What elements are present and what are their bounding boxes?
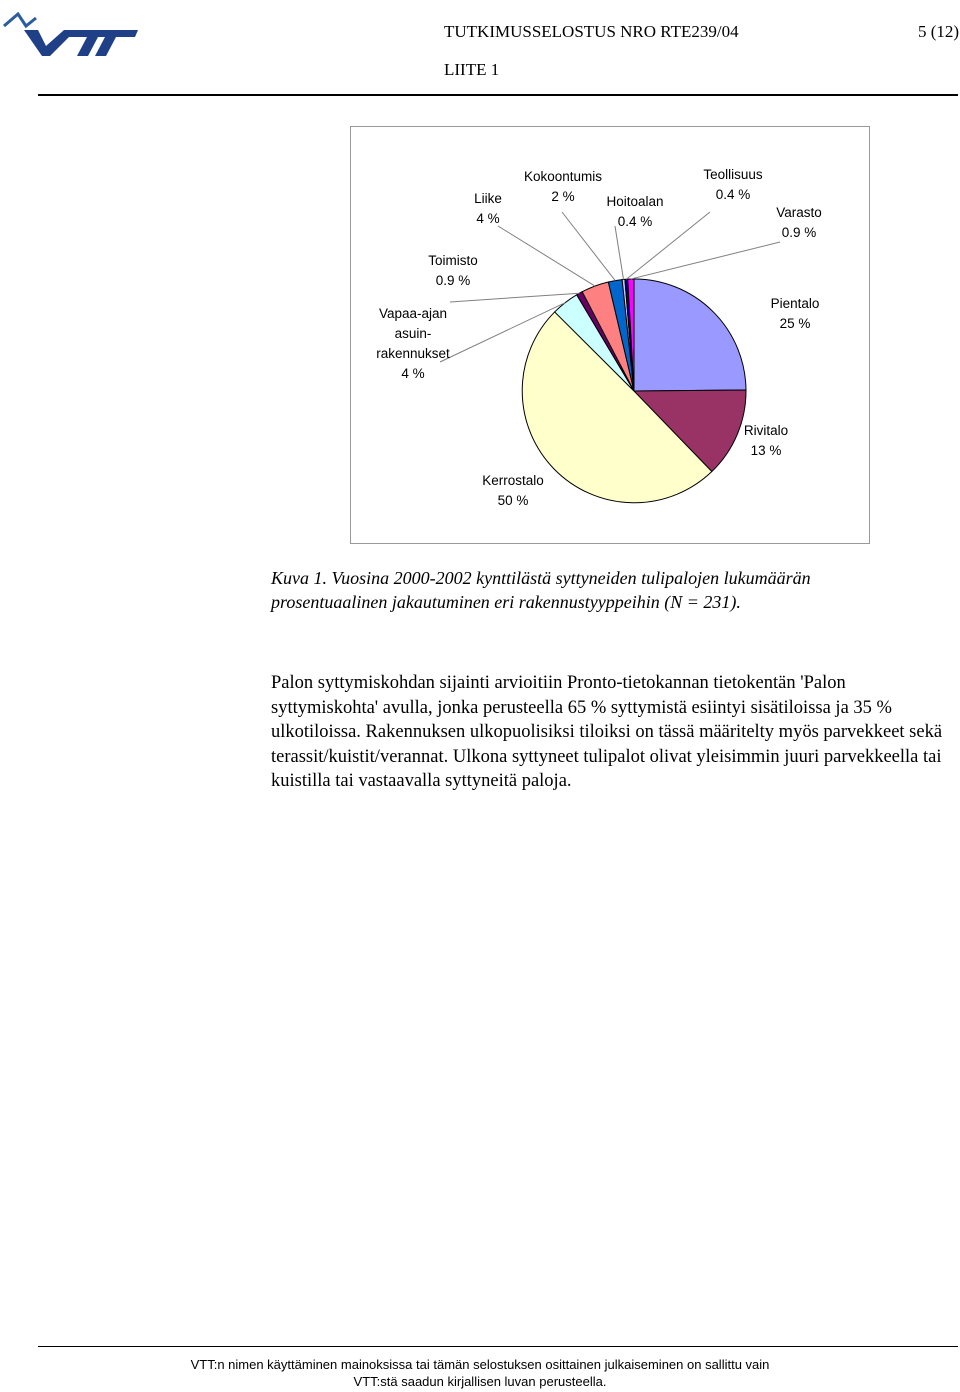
footer-line-1: VTT:n nimen käyttäminen mainoksissa tai tämän selostuksen osittainen julkaiseminen on sallittu vain	[190, 1357, 770, 1372]
slice-label: Toimisto 0.9 %	[428, 253, 478, 288]
header-divider	[38, 94, 958, 96]
leader-line	[631, 242, 780, 279]
leader-line	[615, 226, 624, 279]
slice-label: Kerrostalo 50 %	[482, 473, 544, 508]
slice-label: Teollisuus 0.4 %	[703, 167, 763, 202]
slice-label: Rivitalo 13 %	[743, 423, 789, 458]
footer-divider	[38, 1346, 958, 1347]
figure-caption: Kuva 1. Vuosina 2000-2002 kynttilästä syttyneiden tulipalojen lukumäärän prosentuaalinen jakautuminen eri rakennustyyppeihin (N = 231).	[271, 568, 811, 612]
slice-label: Pientalo 25 %	[770, 296, 820, 331]
leader-line	[450, 293, 579, 302]
appendix-label: LIITE 1	[444, 60, 500, 79]
body-paragraph: Palon syttymiskohdan sijainti arvioitiin Pronto-tietokannan tietokentän 'Palon syttymiskohta' avulla, jonka perusteella 65 % syttymistä esiintyi sisätiloissa ja 35 % ulkotiloissa. Rakennuksen ulkopuolisiksi tiloiksi on tässä määritelty myös parvekkeet sekä terassit/kuistit/verannat. Ulkona syttyneet tulipalot olivat yleisimmin juuri parvekkeella tai kuistilla tai vastaavalla syttyneitä paloja.	[271, 673, 943, 791]
slice-label: Varasto 0.9 %	[776, 205, 822, 240]
vtt-logo	[2, 4, 142, 58]
footer-line-2: VTT:stä saadun kirjallisen luvan perusteella.	[353, 1374, 607, 1389]
slice-label: Vapaa-ajan asuin-rakennukset 4 %	[376, 306, 450, 381]
page-number: 5 (12)	[918, 22, 960, 41]
slice-label: Hoitoalan 0.4 %	[606, 194, 664, 229]
pie-slice-pientalo	[634, 279, 746, 391]
pie-chart	[350, 126, 870, 544]
slice-label: Kokoontumis 2 %	[523, 169, 603, 204]
report-number: TUTKIMUSSELOSTUS NRO RTE239/04	[444, 22, 739, 41]
slice-label: Liike 4 %	[474, 191, 502, 226]
